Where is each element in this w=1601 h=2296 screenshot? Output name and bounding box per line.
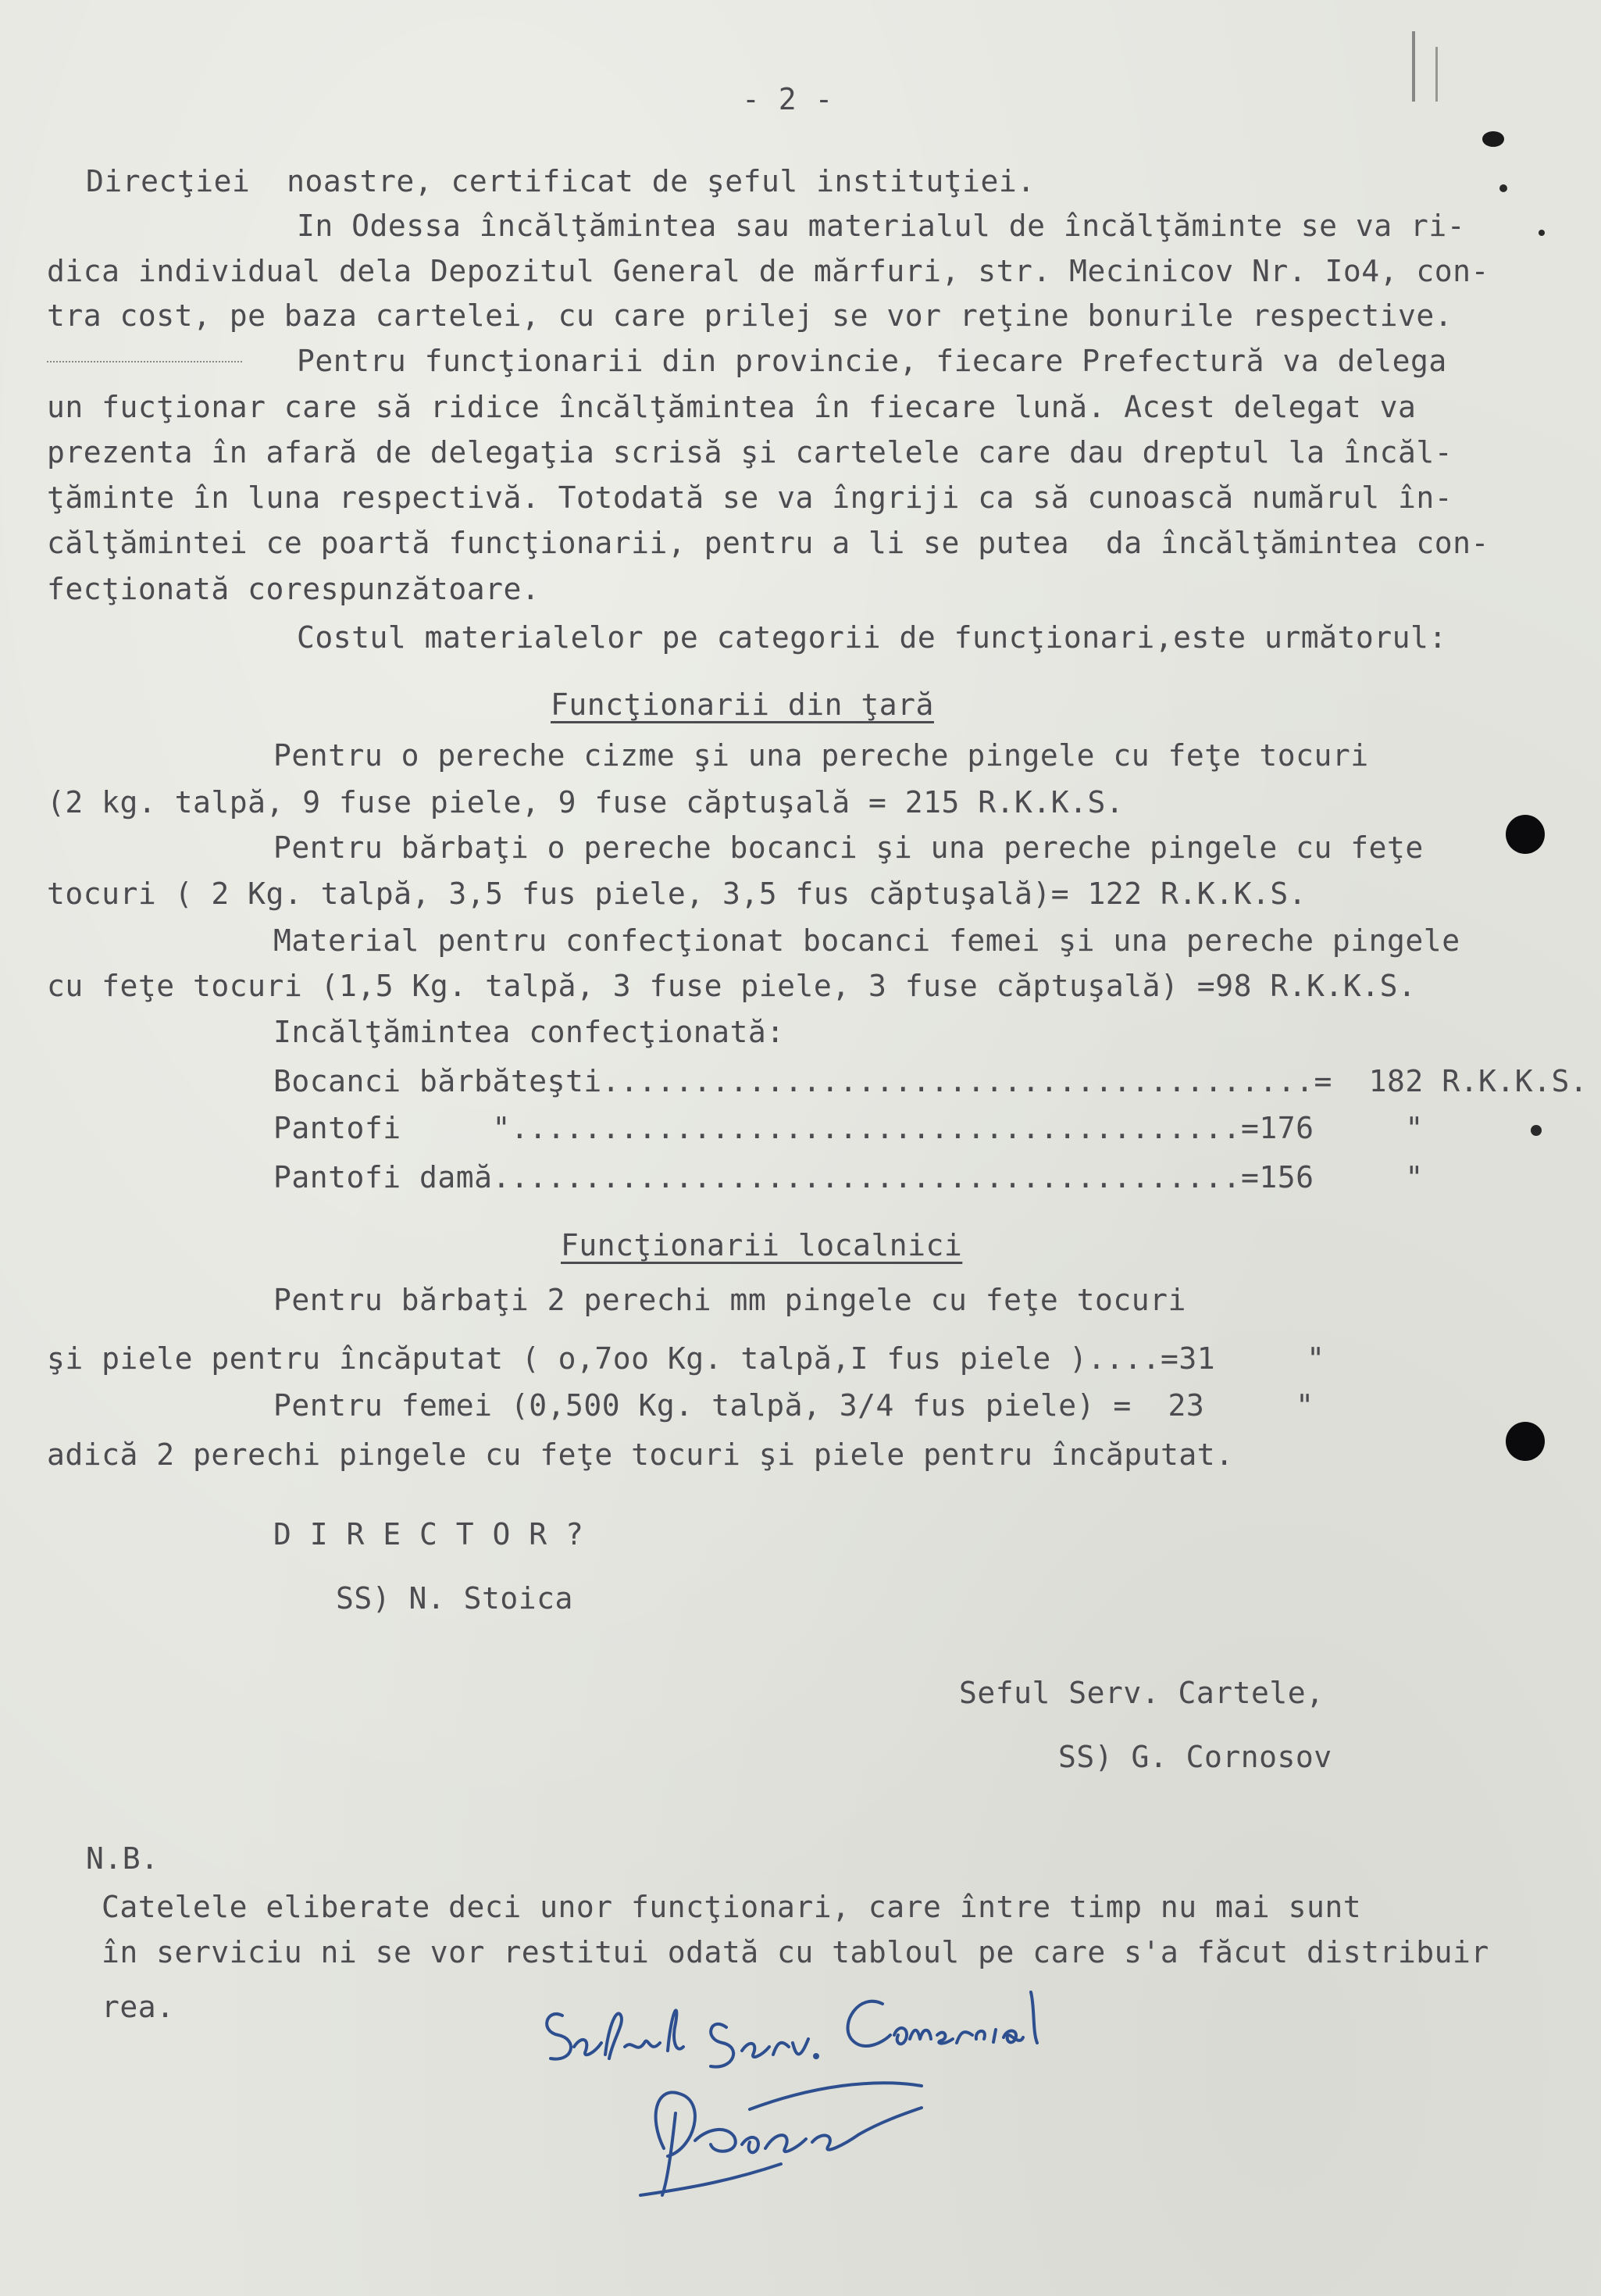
binding-speck-2 xyxy=(1539,230,1545,236)
binding-mark-1 xyxy=(1412,31,1415,102)
punch-hole-top xyxy=(1506,815,1545,854)
nb-line-3: rea. xyxy=(102,1990,175,2024)
body-line-3: dica individual dela Depozitul General de mărfuri, str. Mecinicov Nr. Io4, con- xyxy=(47,254,1489,288)
chief-title: Seful Serv. Cartele, xyxy=(959,1676,1325,1710)
section2-line-3: Pentru femei (0,500 Kg. talpă, 3/4 fus piele) = 23 " xyxy=(273,1388,1314,1423)
section2-line-1: Pentru bărbaţi 2 perechi mm pingele cu feţe tocuri xyxy=(273,1283,1186,1317)
margin-speck xyxy=(1531,1125,1542,1136)
section1-line-6: cu feţe tocuri (1,5 Kg. talpă, 3 fuse piele, 3 fuse căptuşală) =98 R.K.K.S. xyxy=(47,969,1417,1003)
section1-line-5: Material pentru confecţionat bocanci femei şi una pereche pingele xyxy=(273,923,1460,958)
section2-line-4: adică 2 perechi pingele cu feţe tocuri şi piele pentru încăputat. xyxy=(47,1437,1234,1472)
page-number: - 2 - xyxy=(742,82,833,116)
body-line-8: ţăminte în luna respectivă. Totodată se va îngriji ca să cunoască numărul în- xyxy=(47,480,1453,515)
body-line-10: fecţionată corespunzătoare. xyxy=(47,572,540,606)
nb-line-2: în serviciu ni se vor restitui odată cu tabloul pe care s'a făcut distribuir xyxy=(102,1935,1489,1969)
section1-line-7: Incălţămintea confecţionată: xyxy=(273,1015,785,1049)
section-heading-tara: Funcţionarii din ţară xyxy=(551,687,934,722)
nb-label: N.B. xyxy=(86,1841,159,1876)
body-line-5: Pentru funcţionarii din provincie, fiecare Prefectură va delega xyxy=(297,344,1447,378)
nb-line-1: Catelele eliberate deci unor funcţionari, care între timp nu mai sunt xyxy=(102,1890,1362,1924)
section1-line-10: Pantofi damă.........................................=156 " xyxy=(273,1160,1424,1194)
section-heading-localnici: Funcţionarii localnici xyxy=(561,1228,963,1262)
section1-line-1: Pentru o pereche cizme şi una pereche pingele cu feţe tocuri xyxy=(273,738,1369,773)
body-line-1: Direcţiei noastre, certificat de şeful instituţiei. xyxy=(86,164,1036,198)
body-line-2: In Odessa încălţămintea sau materialul de încălţăminte se va ri- xyxy=(297,209,1466,243)
director-name: SS) N. Stoica xyxy=(336,1581,573,1616)
section2-line-2: şi piele pentru încăputat ( o,7oo Kg. talpă,I fus piele )....=31 " xyxy=(47,1341,1325,1376)
body-line-4: tra cost, pe baza cartelei, cu care prilej se vor reţine bonurile respective. xyxy=(47,298,1453,333)
binding-mark-2 xyxy=(1435,47,1438,102)
left-margin-dash xyxy=(47,361,242,364)
binding-speck-1 xyxy=(1499,184,1507,192)
body-line-6: un fucţionar care să ridice încălţămintea în fiecare lună. Acest delegat va xyxy=(47,390,1417,424)
body-line-11: Costul materialelor pe categorii de funcţionari,este următorul: xyxy=(297,620,1447,655)
section1-line-4: tocuri ( 2 Kg. talpă, 3,5 fus piele, 3,5 fus căptuşală)= 122 R.K.K.S. xyxy=(47,877,1307,911)
handwritten-signature xyxy=(515,1961,1078,2219)
body-line-7: prezenta în afară de delegaţia scrisă şi cartelele care dau dreptul la încăl- xyxy=(47,435,1453,470)
director-title: D I R E C T O R ? xyxy=(273,1517,584,1551)
section1-line-3: Pentru bărbaţi o pereche bocanci şi una pereche pingele cu feţe xyxy=(273,830,1424,865)
section1-line-9: Pantofi "........................................=176 " xyxy=(273,1111,1424,1145)
chief-name: SS) G. Cornosov xyxy=(1058,1740,1332,1774)
binding-blot xyxy=(1482,131,1504,147)
punch-hole-bottom xyxy=(1506,1422,1545,1461)
section1-line-8: Bocanci bărbăteşti.......................................= 182 R.K.K.S. xyxy=(273,1064,1589,1098)
section1-line-2: (2 kg. talpă, 9 fuse piele, 9 fuse căptuşală = 215 R.K.K.S. xyxy=(47,785,1125,819)
body-line-9: călţămintei ce poartă funcţionarii, pentru a li se putea da încălţămintea con- xyxy=(47,526,1489,560)
